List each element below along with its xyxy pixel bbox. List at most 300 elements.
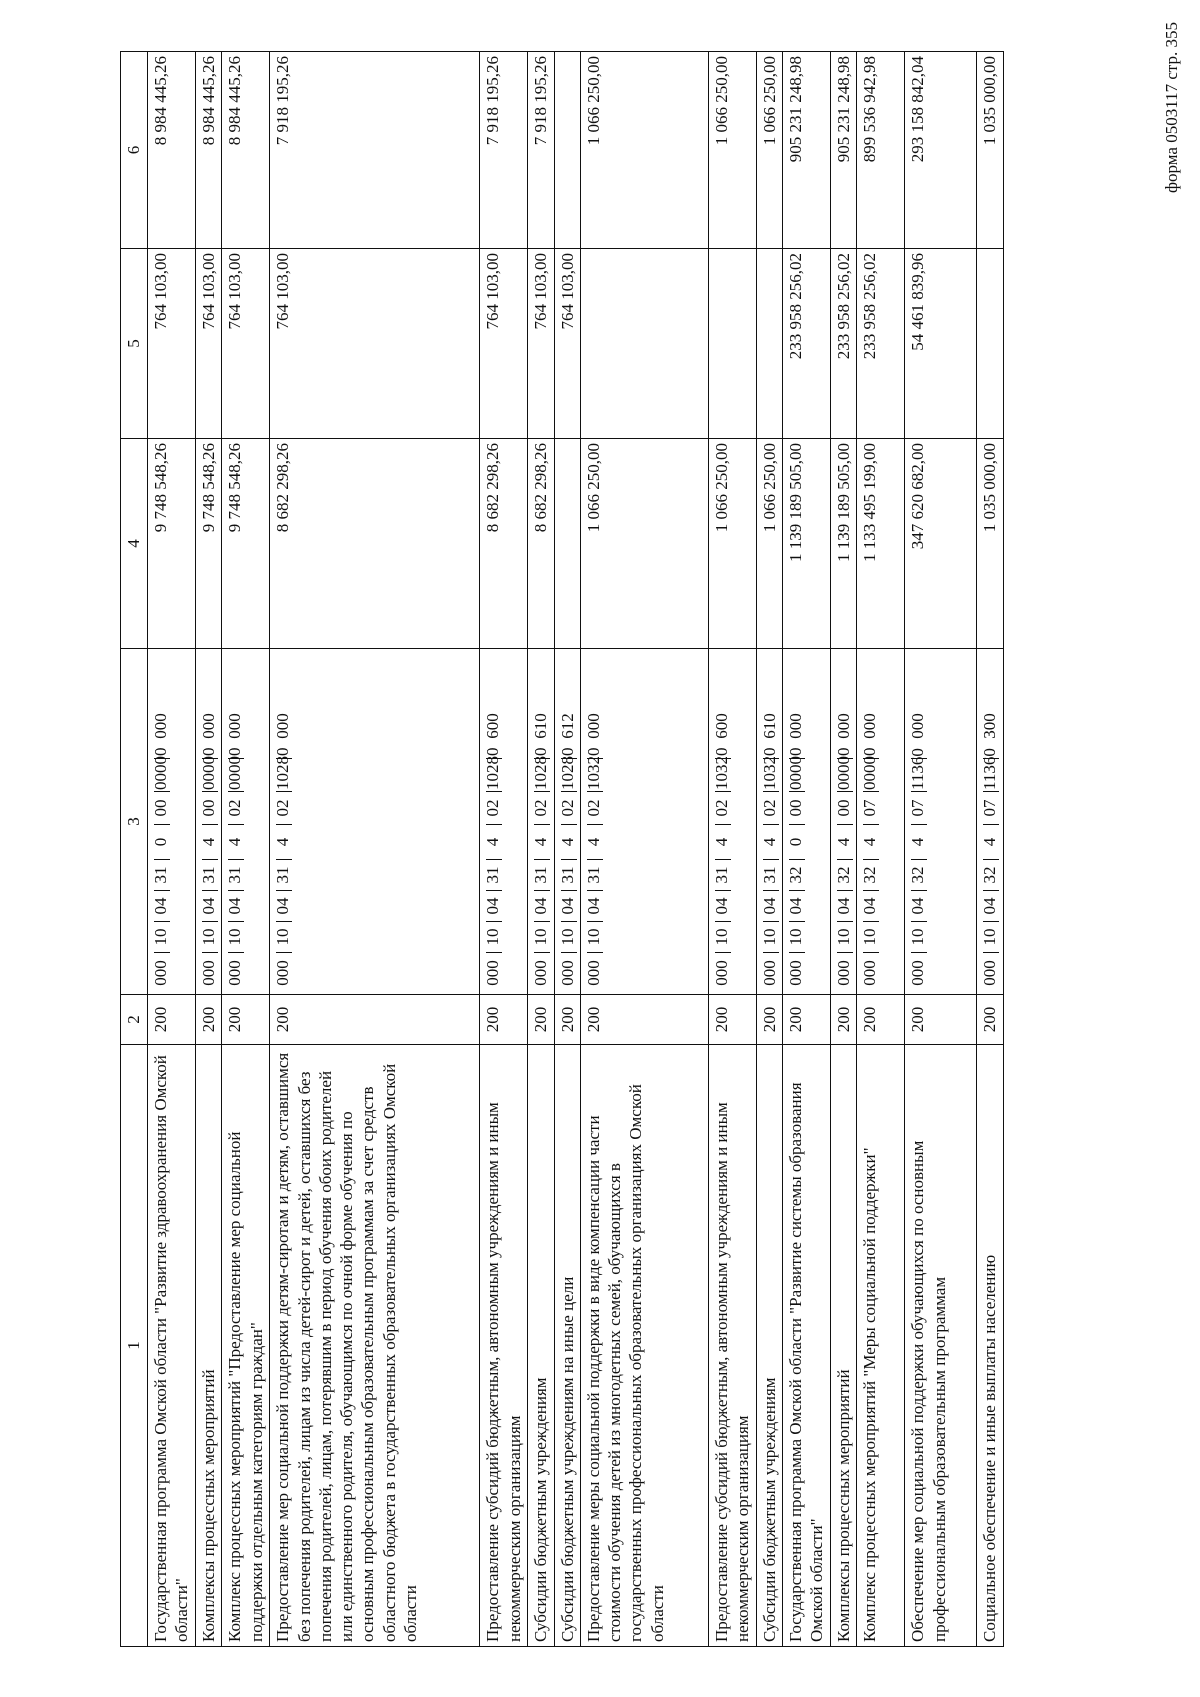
code-segment: 000 [273, 713, 293, 739]
code-separator [154, 824, 170, 825]
code-segment: 00000 [225, 747, 245, 790]
code-segment: 600 [711, 713, 731, 739]
code-segment: 32 [908, 866, 928, 884]
code-separator [983, 824, 999, 825]
code-segment: 000 [759, 960, 779, 986]
code-segment: 31 [151, 866, 170, 884]
amount-c5: 233 958 256,02 [831, 249, 857, 439]
code-separator [534, 824, 550, 825]
table-row [857, 52, 905, 1647]
code-segment: 00 [151, 799, 170, 817]
code-separator [789, 824, 805, 825]
row-name: Субсидии бюджетным учреждениям на иные цели [554, 1045, 580, 1647]
code-separator [837, 859, 853, 860]
code-segment: 4 [273, 837, 293, 847]
code-segment: 10320 [583, 747, 603, 790]
code-segment: 32 [980, 866, 1000, 884]
budget-classification-code [270, 649, 480, 995]
code-separator [587, 758, 603, 759]
amount-c6: 7 918 195,26 [528, 52, 554, 249]
table-body [148, 52, 1004, 1647]
code-segment: 02 [225, 799, 245, 817]
code-segment: 600 [483, 713, 503, 739]
row-name: Комплексы процессных мероприятий [831, 1045, 857, 1647]
code-separator [763, 859, 779, 860]
code-separator [789, 791, 805, 792]
table-row [977, 52, 1003, 1647]
amount-c6: 8 984 445,26 [196, 52, 222, 249]
code-separator [983, 921, 999, 922]
code-segment: 04 [980, 897, 1000, 915]
code-segment: 10 [711, 928, 731, 946]
code-segment: 610 [531, 713, 551, 739]
amount-c6: 899 536 942,98 [857, 52, 905, 249]
budget-classification-code [480, 649, 528, 995]
budget-classification-code [580, 649, 708, 995]
amount-c4: 1 133 495 199,00 [857, 439, 905, 649]
code-separator [983, 952, 999, 953]
code-segment: 000 [225, 713, 245, 739]
code-segment: 02 [583, 799, 603, 817]
code-segment: 4 [557, 837, 577, 847]
code-segment: 00 [199, 799, 218, 817]
code-segment: 04 [786, 897, 805, 915]
row-name: Предоставление мер социальной поддержки детям-сиротам и детям, оставшимся без попечения родителей, лицам из числа детей-сирот и детей, оставшихся без попечения родителей, лицам, потерявшим в период обучения обоих родителей или единственного родителя, обучающимся по очной форме обучения по основным профессиональным образовательным программам за счет средств областного бюджета в государственных образовательных организациях Омской области [270, 1045, 480, 1647]
code-separator [154, 952, 170, 953]
code-separator [863, 890, 879, 891]
code-segment: 04 [483, 897, 503, 915]
code-segment: 04 [834, 897, 853, 915]
code-segment: 00 [786, 799, 805, 817]
code-separator [561, 921, 577, 922]
budget-classification-code [222, 649, 270, 995]
code-segment: 07 [980, 799, 1000, 817]
row-name: Субсидии бюджетным учреждениям [528, 1045, 554, 1647]
code-separator [715, 952, 731, 953]
code-segment: 000 [225, 960, 245, 986]
code-separator [715, 859, 731, 860]
amount-c6: 1 066 250,00 [580, 52, 708, 249]
code-separator [228, 890, 244, 891]
amount-c4: 1 066 250,00 [708, 439, 756, 649]
code-separator [587, 824, 603, 825]
row-name: Комплекс процессных мероприятий "Предоставление мер социальной поддержки отдельным категориям граждан" [222, 1045, 270, 1647]
code-separator [561, 859, 577, 860]
code-segment: 000 [860, 713, 880, 739]
amount-c6: 7 918 195,26 [270, 52, 480, 249]
code-separator [202, 952, 218, 953]
code-separator [228, 921, 244, 922]
amount-c4: 1 035 000,00 [977, 439, 1003, 649]
code-segment: 10 [483, 928, 503, 946]
code-segment: 31 [199, 866, 218, 884]
code-segment: 04 [759, 897, 779, 915]
amount-c5: 764 103,00 [270, 249, 480, 439]
code-separator [486, 921, 502, 922]
code-separator [202, 758, 218, 759]
budget-classification-code [857, 649, 905, 995]
line-code: 200 [222, 995, 270, 1045]
code-separator [763, 791, 779, 792]
code-segment: 4 [980, 837, 1000, 847]
amount-c5 [977, 249, 1003, 439]
code-separator [228, 952, 244, 953]
code-segment: 02 [711, 799, 731, 817]
code-segment: 10 [531, 928, 551, 946]
code-segment: 07 [860, 799, 880, 817]
budget-classification-code [831, 649, 857, 995]
code-segment: 31 [531, 866, 551, 884]
table-row [783, 52, 831, 1647]
code-separator [837, 952, 853, 953]
code-separator [911, 921, 927, 922]
table-row [148, 52, 196, 1647]
code-segment: 000 [908, 960, 928, 986]
code-separator [837, 921, 853, 922]
table-row [905, 52, 977, 1647]
code-separator [789, 859, 805, 860]
budget-classification-code [783, 649, 831, 995]
budget-classification-code [756, 649, 782, 995]
code-separator [228, 758, 244, 759]
budget-classification-code [708, 649, 756, 995]
code-separator [715, 921, 731, 922]
amount-c6: 8 984 445,26 [222, 52, 270, 249]
code-segment: 000 [273, 960, 293, 986]
code-separator [276, 859, 292, 860]
code-separator [763, 824, 779, 825]
row-name: Обеспечение мер социальной поддержки обучающихся по основным профессиональным образовательным программам [905, 1045, 977, 1647]
amount-c5: 764 103,00 [480, 249, 528, 439]
code-segment: 02 [759, 799, 779, 817]
row-name: Предоставление меры социальной поддержки в виде компенсации части стоимости обучения детей из многодетных семей, обучающихся в государственных профессиональных образовательных организациях Омской области [580, 1045, 708, 1647]
code-segment: 02 [483, 799, 503, 817]
code-separator [561, 791, 577, 792]
row-name: Комплексы процессных мероприятий [196, 1045, 222, 1647]
code-segment: 31 [557, 866, 577, 884]
code-segment: 000 [711, 960, 731, 986]
amount-c4: 8 682 298,26 [528, 439, 554, 649]
code-segment: 000 [531, 960, 551, 986]
code-segment: 07 [908, 799, 928, 817]
code-separator [789, 890, 805, 891]
line-code: 200 [554, 995, 580, 1045]
code-segment: 000 [151, 713, 170, 739]
amount-c6: 905 231 248,98 [831, 52, 857, 249]
budget-classification-code [196, 649, 222, 995]
code-separator [154, 890, 170, 891]
code-separator [715, 824, 731, 825]
code-separator [763, 890, 779, 891]
line-code: 200 [857, 995, 905, 1045]
budget-classification-code [905, 649, 977, 995]
line-code: 200 [831, 995, 857, 1045]
code-separator [911, 890, 927, 891]
code-separator [983, 890, 999, 891]
code-separator [534, 921, 550, 922]
code-segment: 10 [980, 928, 1000, 946]
code-separator [587, 952, 603, 953]
amount-c5: 233 958 256,02 [857, 249, 905, 439]
code-segment: 02 [273, 799, 293, 817]
code-separator [715, 791, 731, 792]
code-segment: 000 [557, 960, 577, 986]
code-segment: 04 [531, 897, 551, 915]
code-separator [276, 890, 292, 891]
code-segment: 000 [860, 960, 880, 986]
line-code: 200 [528, 995, 554, 1045]
code-separator [587, 890, 603, 891]
column-header-4: 4 [121, 439, 148, 649]
budget-classification-code [977, 649, 1003, 995]
code-segment: 04 [273, 897, 293, 915]
code-segment: 612 [557, 713, 577, 739]
code-separator [911, 824, 927, 825]
line-code: 200 [580, 995, 708, 1045]
code-separator [534, 952, 550, 953]
row-name: Предоставление субсидий бюджетным, автономным учреждениям и иным некоммерческим организациям [480, 1045, 528, 1647]
code-segment: 10 [759, 928, 779, 946]
code-separator [486, 952, 502, 953]
code-segment: 000 [199, 713, 218, 739]
code-separator [911, 758, 927, 759]
code-separator [983, 791, 999, 792]
code-separator [561, 890, 577, 891]
amount-c6: 7 918 195,26 [480, 52, 528, 249]
code-separator [202, 791, 218, 792]
column-header-3: 3 [121, 649, 148, 995]
code-separator [561, 824, 577, 825]
amount-c4 [554, 439, 580, 649]
code-segment: 000 [980, 960, 1000, 986]
code-segment: 00000 [151, 747, 170, 790]
line-code: 200 [270, 995, 480, 1045]
code-segment: 0 [786, 837, 805, 847]
code-segment: 000 [834, 713, 853, 739]
code-segment: 11360 [980, 748, 1000, 790]
code-segment: 300 [980, 713, 1000, 739]
code-segment: 31 [225, 866, 245, 884]
amount-c5: 233 958 256,02 [783, 249, 831, 439]
code-separator [911, 952, 927, 953]
code-segment: 4 [711, 837, 731, 847]
code-separator [228, 859, 244, 860]
code-separator [276, 952, 292, 953]
code-segment: 000 [583, 960, 603, 986]
code-segment: 10280 [531, 747, 551, 790]
code-segment: 32 [834, 866, 853, 884]
code-segment: 4 [834, 837, 853, 847]
code-separator [202, 859, 218, 860]
amount-c6 [554, 52, 580, 249]
code-segment: 00000 [860, 747, 880, 790]
amount-c4: 1 139 189 505,00 [831, 439, 857, 649]
column-header-5: 5 [121, 249, 148, 439]
code-separator [983, 859, 999, 860]
code-segment: 10 [151, 928, 170, 946]
code-separator [534, 758, 550, 759]
amount-c5 [756, 249, 782, 439]
code-separator [587, 859, 603, 860]
code-separator [837, 890, 853, 891]
code-segment: 04 [225, 897, 245, 915]
code-separator [789, 921, 805, 922]
code-separator [534, 791, 550, 792]
table-row [480, 52, 528, 1647]
line-code: 200 [148, 995, 196, 1045]
code-segment: 02 [557, 799, 577, 817]
code-separator [486, 890, 502, 891]
code-separator [863, 921, 879, 922]
line-code: 200 [756, 995, 782, 1045]
amount-c5: 764 103,00 [554, 249, 580, 439]
column-header-2: 2 [121, 995, 148, 1045]
code-separator [154, 859, 170, 860]
code-segment: 4 [583, 837, 603, 847]
code-segment: 11360 [908, 748, 928, 790]
code-segment: 10 [834, 928, 853, 946]
code-separator [486, 758, 502, 759]
code-segment: 10280 [273, 747, 293, 790]
code-segment: 000 [151, 960, 170, 986]
table-row [196, 52, 222, 1647]
amount-c4: 1 139 189 505,00 [783, 439, 831, 649]
code-separator [715, 890, 731, 891]
amount-c4: 1 066 250,00 [756, 439, 782, 649]
code-segment: 10 [199, 928, 218, 946]
code-segment: 4 [531, 837, 551, 847]
code-segment: 610 [759, 713, 779, 739]
code-segment: 32 [786, 866, 805, 884]
code-segment: 00 [834, 799, 853, 817]
line-code: 200 [196, 995, 222, 1045]
code-segment: 000 [786, 713, 805, 739]
code-segment: 000 [834, 960, 853, 986]
code-segment: 10 [786, 928, 805, 946]
amount-c6: 1 066 250,00 [708, 52, 756, 249]
code-separator [486, 859, 502, 860]
amount-c4: 1 066 250,00 [580, 439, 708, 649]
code-segment: 04 [583, 897, 603, 915]
code-segment: 4 [483, 837, 503, 847]
amount-c6: 1 066 250,00 [756, 52, 782, 249]
line-code: 200 [977, 995, 1003, 1045]
line-code: 200 [708, 995, 756, 1045]
code-separator [763, 921, 779, 922]
column-number-row [121, 52, 148, 1647]
code-separator [863, 824, 879, 825]
row-name: Социальное обеспечение и иные выплаты населению [977, 1045, 1003, 1647]
code-segment: 00000 [786, 747, 805, 790]
code-segment: 10280 [557, 747, 577, 790]
code-segment: 4 [759, 837, 779, 847]
code-segment: 000 [199, 960, 218, 986]
code-segment: 31 [711, 866, 731, 884]
table-row [708, 52, 756, 1647]
code-segment: 10280 [483, 747, 503, 790]
code-segment: 31 [483, 866, 503, 884]
code-separator [561, 952, 577, 953]
code-segment: 10 [273, 928, 293, 946]
amount-c5: 764 103,00 [222, 249, 270, 439]
code-separator [911, 791, 927, 792]
code-segment: 10 [860, 928, 880, 946]
code-separator [228, 824, 244, 825]
amount-c6: 1 035 000,00 [977, 52, 1003, 249]
code-segment: 000 [583, 713, 603, 739]
code-separator [202, 921, 218, 922]
code-segment: 10 [557, 928, 577, 946]
code-separator [983, 758, 999, 759]
code-separator [276, 921, 292, 922]
code-separator [863, 859, 879, 860]
code-separator [154, 758, 170, 759]
table-row [222, 52, 270, 1647]
code-segment: 000 [786, 960, 805, 986]
code-segment: 31 [273, 866, 293, 884]
code-segment: 10 [225, 928, 245, 946]
row-name: Государственная программа Омской области "Развитие системы образования Омской области" [783, 1045, 831, 1647]
code-segment: 04 [199, 897, 218, 915]
budget-classification-code [554, 649, 580, 995]
code-segment: 02 [531, 799, 551, 817]
amount-c5: 764 103,00 [196, 249, 222, 439]
code-segment: 00000 [199, 747, 218, 790]
amount-c5: 54 461 839,96 [905, 249, 977, 439]
code-separator [486, 791, 502, 792]
budget-classification-code [528, 649, 554, 995]
code-separator [763, 952, 779, 953]
code-separator [863, 952, 879, 953]
code-separator [202, 824, 218, 825]
amount-c6: 905 231 248,98 [783, 52, 831, 249]
column-header-6: 6 [121, 52, 148, 249]
code-segment: 10320 [711, 747, 731, 790]
row-name: Субсидии бюджетным учреждениям [756, 1045, 782, 1647]
table-row [756, 52, 782, 1647]
amount-c5: 764 103,00 [528, 249, 554, 439]
code-separator [715, 758, 731, 759]
code-separator [863, 791, 879, 792]
code-segment: 04 [860, 897, 880, 915]
code-segment: 10 [908, 928, 928, 946]
amount-c4: 347 620 682,00 [905, 439, 977, 649]
code-separator [534, 859, 550, 860]
code-segment: 04 [908, 897, 928, 915]
code-segment: 00000 [834, 747, 853, 790]
code-separator [789, 758, 805, 759]
code-separator [837, 824, 853, 825]
row-name: Государственная программа Омской области "Развитие здравоохранения Омской области" [148, 1045, 196, 1647]
code-separator [202, 890, 218, 891]
code-separator [534, 890, 550, 891]
amount-c5: 764 103,00 [148, 249, 196, 439]
code-separator [837, 791, 853, 792]
code-segment: 04 [557, 897, 577, 915]
amount-c6: 293 158 842,04 [905, 52, 977, 249]
budget-classification-code [148, 649, 196, 995]
table-row [270, 52, 480, 1647]
amount-c4: 9 748 548,26 [222, 439, 270, 649]
table-row [554, 52, 580, 1647]
code-segment: 10 [583, 928, 603, 946]
code-separator [154, 921, 170, 922]
code-separator [276, 791, 292, 792]
table-row [831, 52, 857, 1647]
code-segment: 4 [225, 837, 245, 847]
code-segment: 4 [908, 837, 928, 847]
column-header-1: 1 [121, 1045, 148, 1647]
